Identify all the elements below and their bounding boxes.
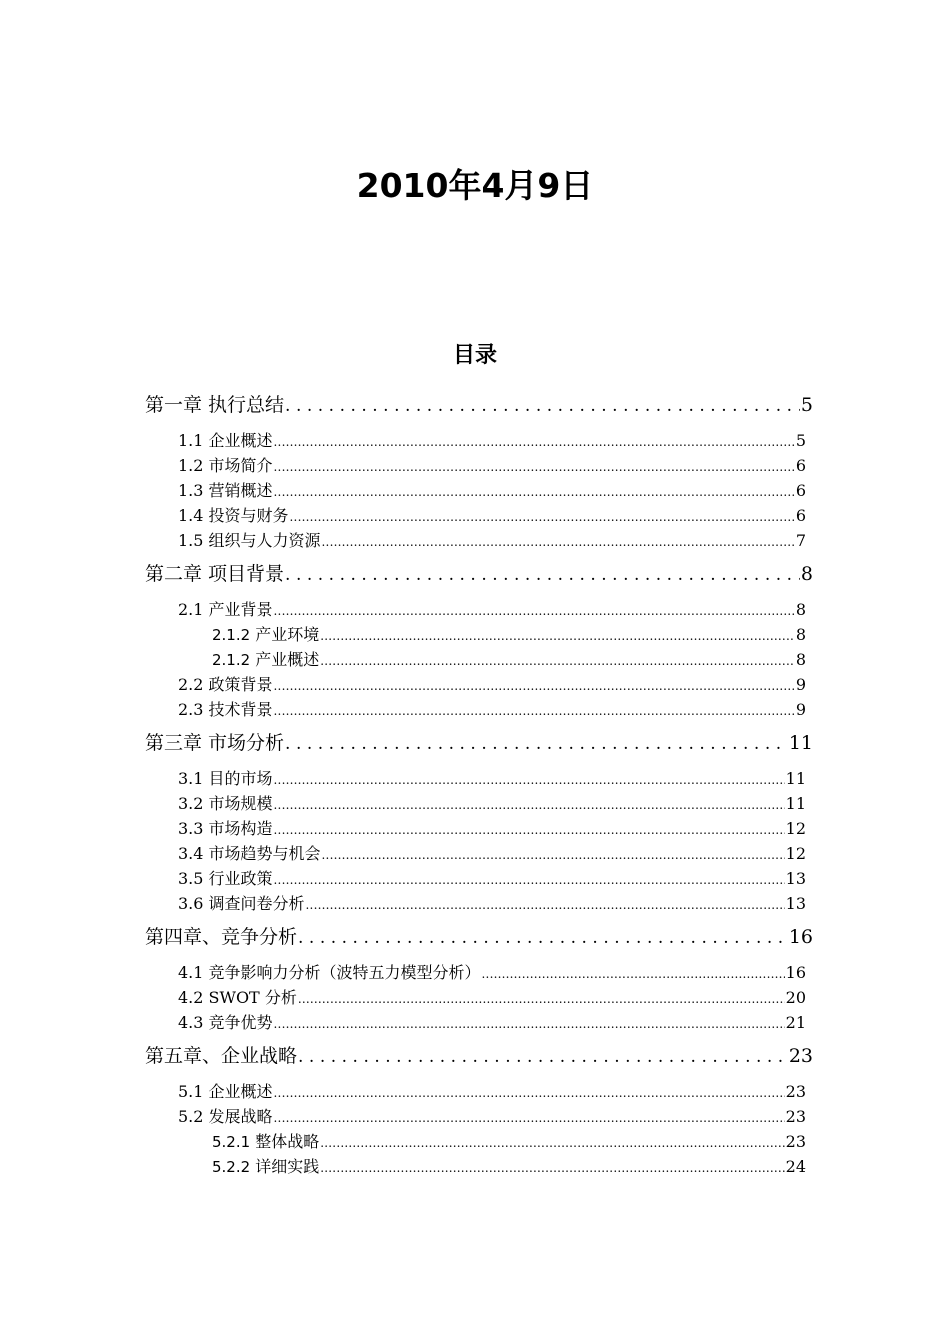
toc-entry-section[interactable]: [178, 960, 806, 985]
dot-leader: [320, 1156, 784, 1181]
toc-entry-label: 5.1 企业概述: [178, 1082, 273, 1101]
toc-entry-section[interactable]: [178, 866, 806, 891]
dot-leader: [274, 1012, 785, 1037]
toc-entry-label: 1.2 市场简介: [178, 456, 273, 475]
toc-entry-label: [212, 1129, 319, 1155]
toc-page-number: 20: [785, 988, 806, 1007]
toc-entry-label: 第五章、企业战略: [145, 1045, 298, 1067]
toc-entry-title: 产业概述: [250, 650, 320, 669]
toc-entry-label: 1.1 企业概述: [178, 431, 273, 450]
dot-leader: [320, 1131, 784, 1156]
toc-entry-section[interactable]: [178, 891, 806, 916]
toc-entry-label: 3.1 目的市场: [178, 769, 273, 788]
toc-page-number: 23: [785, 1107, 806, 1126]
toc-page-number: 23: [785, 1132, 806, 1151]
toc-entry-label: [212, 622, 319, 648]
toc-entry-label: 第三章 市场分析: [145, 732, 285, 754]
toc-page-number: 5: [795, 431, 806, 450]
toc-entry-section[interactable]: [178, 791, 806, 816]
toc-page-number: 16: [788, 926, 813, 948]
toc-page-number: 13: [785, 869, 806, 888]
toc-page-number: 8: [795, 650, 806, 669]
dot-leader: [322, 530, 795, 555]
dot-leader: [285, 556, 800, 594]
toc-entry-label: 4.3 竞争优势: [178, 1013, 273, 1032]
dot-leader: [322, 843, 785, 868]
toc-page-number: 6: [795, 481, 806, 500]
toc-page-number: 6: [795, 456, 806, 475]
toc-entry-label: 2.2 政策背景: [178, 675, 273, 694]
toc-entry-section[interactable]: [178, 985, 806, 1010]
toc-entry-label: [212, 647, 319, 673]
toc-entry-section[interactable]: [178, 816, 806, 841]
toc-page-number: 13: [785, 894, 806, 913]
toc-entry-section[interactable]: [178, 672, 806, 697]
toc-entry-label: [212, 1154, 319, 1180]
toc-entry-label: 4.2 SWOT 分析: [178, 988, 297, 1007]
toc-page-number: 5: [800, 394, 813, 416]
dot-leader: [274, 1081, 785, 1106]
dot-leader: [320, 649, 795, 674]
toc-entry-section[interactable]: [178, 597, 806, 622]
toc-entry-title: 产业环境: [250, 625, 320, 644]
toc-entry-label: 第二章 项目背景: [145, 563, 285, 585]
toc-entry-chapter[interactable]: [145, 386, 813, 424]
toc-page-number: 9: [795, 700, 806, 719]
toc-entry-section[interactable]: [178, 841, 806, 866]
toc-page-number: 16: [785, 963, 806, 982]
document-date-title: 2010年4月9日: [356, 166, 594, 205]
dot-leader: [274, 793, 785, 818]
toc-page-number: 6: [795, 506, 806, 525]
toc-entry-chapter[interactable]: [145, 555, 813, 593]
toc-page-number: 8: [795, 625, 806, 644]
dot-leader: [298, 987, 785, 1012]
toc-entry-section[interactable]: [178, 1104, 806, 1129]
toc-page-number: 11: [785, 794, 806, 813]
dot-leader: [274, 480, 795, 505]
toc-page-number: 24: [785, 1157, 806, 1176]
toc-page-number: 12: [785, 819, 806, 838]
toc-page-number: 23: [785, 1082, 806, 1101]
toc-entry-label: 3.2 市场规模: [178, 794, 273, 813]
toc-entry-label: 3.3 市场构造: [178, 819, 273, 838]
toc-page-number: 11: [788, 732, 813, 754]
toc-entry-section[interactable]: [178, 428, 806, 453]
toc-page-number: 11: [785, 769, 806, 788]
toc-entry-section[interactable]: [178, 503, 806, 528]
dot-leader: [274, 868, 785, 893]
toc-entry-section[interactable]: [178, 1010, 806, 1035]
toc-entry-label: 3.5 行业政策: [178, 869, 273, 888]
dot-leader: [274, 699, 795, 724]
toc-entry-label: 2.3 技术背景: [178, 700, 273, 719]
toc-entry-number: 2.1.2: [212, 626, 251, 644]
toc-entry-section[interactable]: [178, 697, 806, 722]
toc-entry-section[interactable]: [178, 1079, 806, 1104]
toc-entry-label: 第四章、竞争分析: [145, 926, 298, 948]
toc-page-number: 23: [788, 1045, 813, 1067]
toc-entry-label: 3.6 调查问卷分析: [178, 894, 305, 913]
dot-leader: [274, 430, 795, 455]
toc-entry-label: 第一章 执行总结: [145, 394, 285, 416]
toc-entry-section[interactable]: [178, 766, 806, 791]
toc-page-number: 21: [785, 1013, 806, 1032]
toc-entry-label: 1.5 组织与人力资源: [178, 531, 321, 550]
toc-entry-chapter[interactable]: [145, 724, 813, 762]
toc-entry-section[interactable]: [178, 453, 806, 478]
toc-entry-label: 2.1 产业背景: [178, 600, 273, 619]
toc-entry-label: 1.3 营销概述: [178, 481, 273, 500]
dot-leader: [274, 455, 795, 480]
toc-entry-chapter[interactable]: [145, 918, 813, 956]
dot-leader: [298, 919, 788, 957]
toc-page-number: 9: [795, 675, 806, 694]
toc-entry-number: 2.1.2: [212, 651, 251, 669]
toc-entry-label: 3.4 市场趋势与机会: [178, 844, 321, 863]
toc-entry-sub[interactable]: [212, 622, 806, 647]
toc-entry-sub[interactable]: [212, 647, 806, 672]
toc-heading: 目录: [452, 343, 497, 368]
toc-entry-number: 5.2.1: [212, 1133, 251, 1151]
toc-entry-chapter[interactable]: [145, 1037, 813, 1075]
toc-entry-title: 整体战略: [250, 1132, 320, 1151]
table-of-contents: [0, 386, 950, 1179]
toc-page-number: 12: [785, 844, 806, 863]
dot-leader: [274, 768, 785, 793]
toc-entry-sub[interactable]: [212, 1129, 806, 1154]
dot-leader: [320, 624, 795, 649]
toc-entry-label: 1.4 投资与财务: [178, 506, 289, 525]
dot-leader: [298, 1038, 788, 1076]
toc-entry-label: 4.1 竞争影响力分析（波特五力模型分析）: [178, 963, 481, 982]
toc-page-number: 8: [795, 600, 806, 619]
dot-leader: [285, 387, 800, 425]
dot-leader: [482, 962, 785, 987]
toc-entry-title: 详细实践: [250, 1157, 320, 1176]
toc-entry-sub[interactable]: [212, 1154, 806, 1179]
toc-entry-section[interactable]: [178, 478, 806, 503]
dot-leader: [274, 1106, 785, 1131]
dot-leader: [306, 893, 785, 918]
toc-entry-section[interactable]: [178, 528, 806, 553]
dot-leader: [274, 818, 785, 843]
toc-page-number: 7: [795, 531, 806, 550]
toc-entry-label: 5.2 发展战略: [178, 1107, 273, 1126]
dot-leader: [290, 505, 795, 530]
dot-leader: [274, 599, 795, 624]
toc-page-number: 8: [800, 563, 813, 585]
toc-entry-number: 5.2.2: [212, 1158, 251, 1176]
dot-leader: [285, 725, 788, 763]
dot-leader: [274, 674, 795, 699]
